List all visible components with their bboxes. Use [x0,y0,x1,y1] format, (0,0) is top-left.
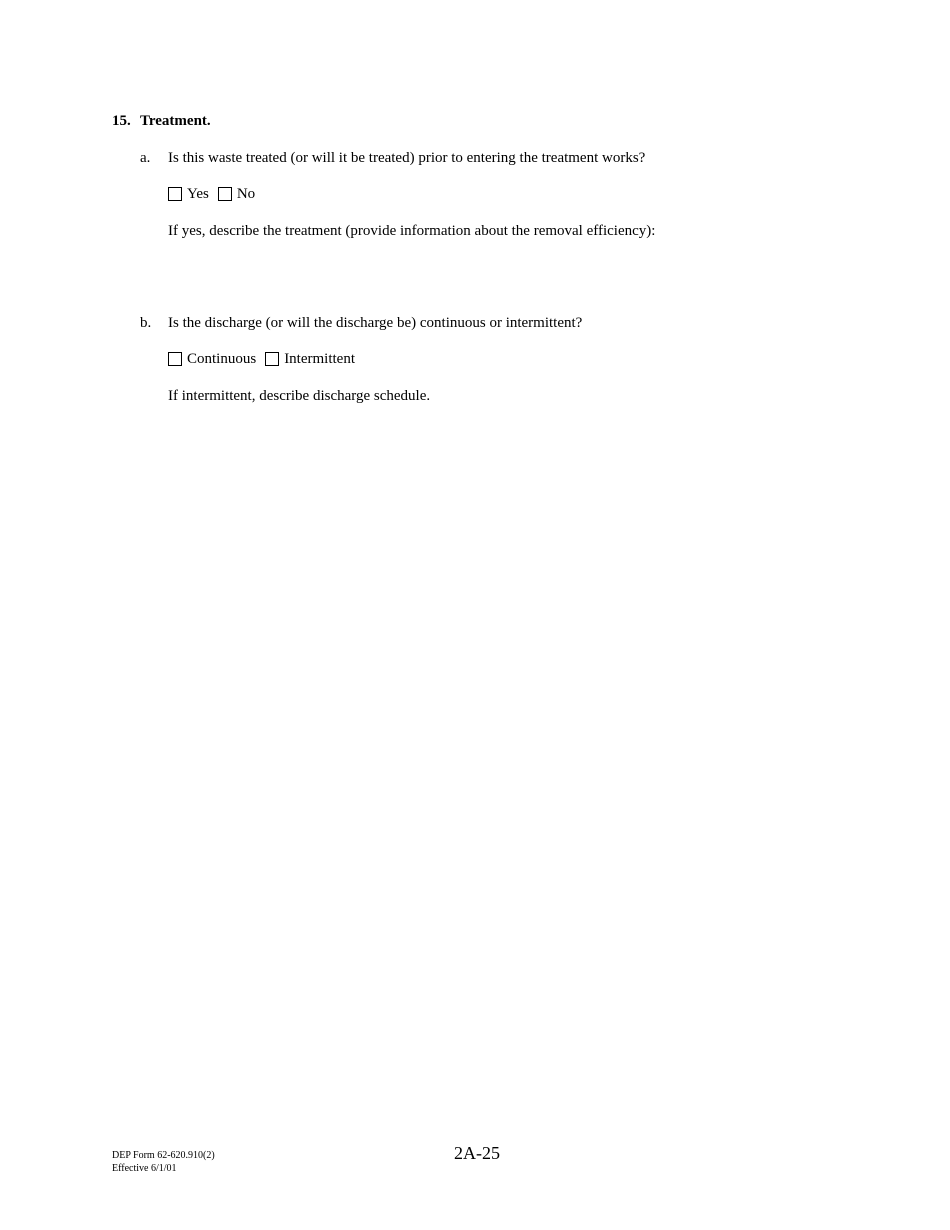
no-label: No [236,186,256,202]
item-b-options [168,350,364,368]
no-checkbox[interactable] [218,187,232,201]
footer-form-id: DEP Form 62-620.910(2) [112,1150,215,1161]
page-number: 2A-25 [454,1143,500,1163]
footer-effective-date: Effective 6/1/01 [112,1163,177,1174]
item-a-options [168,185,264,203]
item-b-letter: b. [140,315,152,331]
item-a-letter: a. [140,150,151,166]
continuous-checkbox[interactable] [168,352,182,366]
item-a-followup: If yes, describe the treatment (provide information about the removal efficiency): [168,223,656,239]
item-b-followup: If intermittent, describe discharge schedule. [168,388,431,404]
section-number: 15. [112,113,131,129]
yes-checkbox[interactable] [168,187,182,201]
continuous-label: Continuous [187,351,257,367]
item-a-question: Is this waste treated (or will it be treated) prior to entering the treatment works? [168,150,646,166]
section-title: Treatment. [140,113,211,129]
intermittent-checkbox[interactable] [265,352,279,366]
intermittent-label: Intermittent [284,351,355,367]
item-b-question: Is the discharge (or will the discharge be) continuous or intermittent? [168,315,583,331]
yes-label: Yes [187,186,209,202]
